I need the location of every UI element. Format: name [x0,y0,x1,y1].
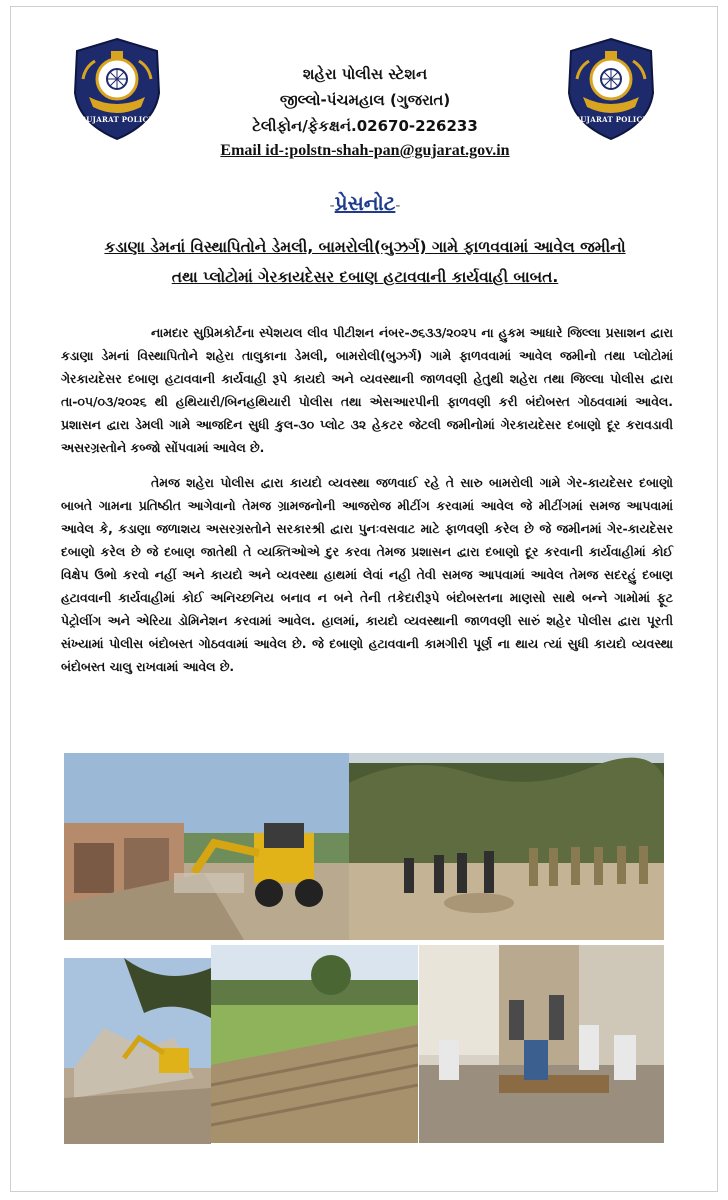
press-note-page [10,6,718,1192]
press-note-title [11,191,719,215]
subject-line-2: તથા પ્લોટોમાં ગેરકાયદેસર દબાણ હટાવવાની કાર્યવાહી બાબત. [171,268,559,286]
badge-caption: GUJARAT POLICE [573,115,648,124]
photo-police-patrol [349,753,664,940]
subject-line-1: કડાણા ડેમનાં વિસ્થાપિતોને ડેમલી, બામરોલી(બુઝર્ગ) ગામે ફાળવવામાં આવેલ જમીનો [104,238,626,256]
title-suffix: - [395,198,401,214]
police-badge-icon [563,37,659,141]
station-details [171,61,559,163]
phone-line: ટેલીફોન/ફેકક્ષનં.02670-226233 [252,117,478,135]
body-text [61,321,673,690]
subject-heading [41,232,689,292]
photo-demolition-debris [64,958,211,1144]
gujarat-police-badge-right [563,37,659,141]
letterhead [11,7,719,177]
photo-village-meeting [419,945,664,1143]
email-line: Email id-:polstn-shah-pan@gujarat.gov.in [220,142,510,159]
photo-cleared-fields [211,945,418,1143]
police-badge-icon [69,37,165,141]
paragraph-1: નામદાર સુપ્રિમકોર્ટના સ્પેશયલ લીવ પીટીશન નંબર-૭૬૩૩/૨૦૨૫ ના હુકમ આધારે જિલ્લા પ્રસાશન દ્વારા કડાણા ડેમનાં વિસ્થાપિતોને શહેરા તાલુકાના ડેમલી, બામરોલી(બુઝર્ગ) ગામે ફાળવવામાં આવેલ જમીનો તથા પ્લોટોમાં ગેરકાયદેસર દબાણ હટાવવાની કાર્યવાહી રૂપે કાયદો અને વ્યવસ્થાની જાળવણી હેતુથી શહેરા તથા જિલ્લા પોલીસ દ્વારા તા-૦૫/૦૩/૨૦૨૬ થી હથિયારી/બિનહથિયારી પોલીસ તથા એસઆરપીની ફાળવણી કરી બંદોબસ્ત ગોઠવવામાં આવેલ. પ્રશાસન દ્વારા ડેમલી ગામે આજદિન સુધી કુલ-૩૦ પ્લોટ ૩૨ હેકટર જેટલી જમીનોમાં ગેરકાયદેસર દબાણો દૂર કરાવડાવી અસરગ્રસ્તોને કબ્જો સોંપવામાં આવેલ છે. [61,325,673,455]
district-line: જીલ્લો-પંચમહાલ (ગુજરાત) [279,91,451,109]
photo-demolition-excavator [64,753,349,940]
title-prefix: - [329,198,335,214]
paragraph-2: તેમજ શહેરા પોલીસ દ્વારા કાયદો વ્યવસ્થા જળવાઈ રહે તે સારુ બામરોલી ગામે ગેર-કાયદેસર દબાણો બાબતે ગામના પ્રતિષ્ઠીત આગેવાનો તેમજ ગ્રામજનોની આજરોજ મીટીંગ કરવામાં આવેલ જે મીટીંગમાં સમજ આપવામાં આવેલ કે, કડાણા જળાશય અસરગ્રસ્તોને સરકારશ્રી દ્વારા પુનઃવસવાટ માટે ફાળવણી કરેલ છે જે જમીનમાં ગેર-કાયદેસર દબાણો કરેલ છે જે દબાણ જાતેથી તે વ્યક્તિઓએ દુર કરવા તેમજ પ્રશાસન દ્વારા દબાણો દૂર કરવાની કાર્યવાહીમાં કોઈ વિક્ષેપ ઉભો કરવો નહીં અને કાયદો અને વ્યવસ્થા હાથમાં લેવાં નહી તેવી સમજ આપવામાં આવેલ તેમજ સદરહું દબાણ હટાવવાની કાર્યવાહીમાં કોઈ અનિચ્છનિય બનાવ ન બને તેની તકેદારીરૂપે બંદોબસ્તના માણસો સાથે બન્ને ગામોમાં ફૂટ પેટ્રોલીંગ અને એરિયા ડોમિનેશન કરવામાં આવેલ. હાલમાં, કાયદો વ્યવસ્થાની જાળવણી સારું શહેર પોલીસ દ્વારા પૂરતી સંખ્યામાં પોલીસ બંદોબસ્ત ગોઠવવામાં આવેલ છે. જે દબાણો હટાવવાની કામગીરી પૂર્ણ ના થાય ત્યાં સુધી કાયદો વ્યવસ્થા બંદોબસ્ત ચાલુ રાખવામાં આવેલ છે. [61,475,673,674]
station-name: શહેરા પોલીસ સ્ટેશન [302,65,428,83]
title-label: પ્રેસનોટ [334,191,396,215]
badge-caption: GUJARAT POLICE [79,115,154,124]
gujarat-police-badge-left [69,37,165,141]
